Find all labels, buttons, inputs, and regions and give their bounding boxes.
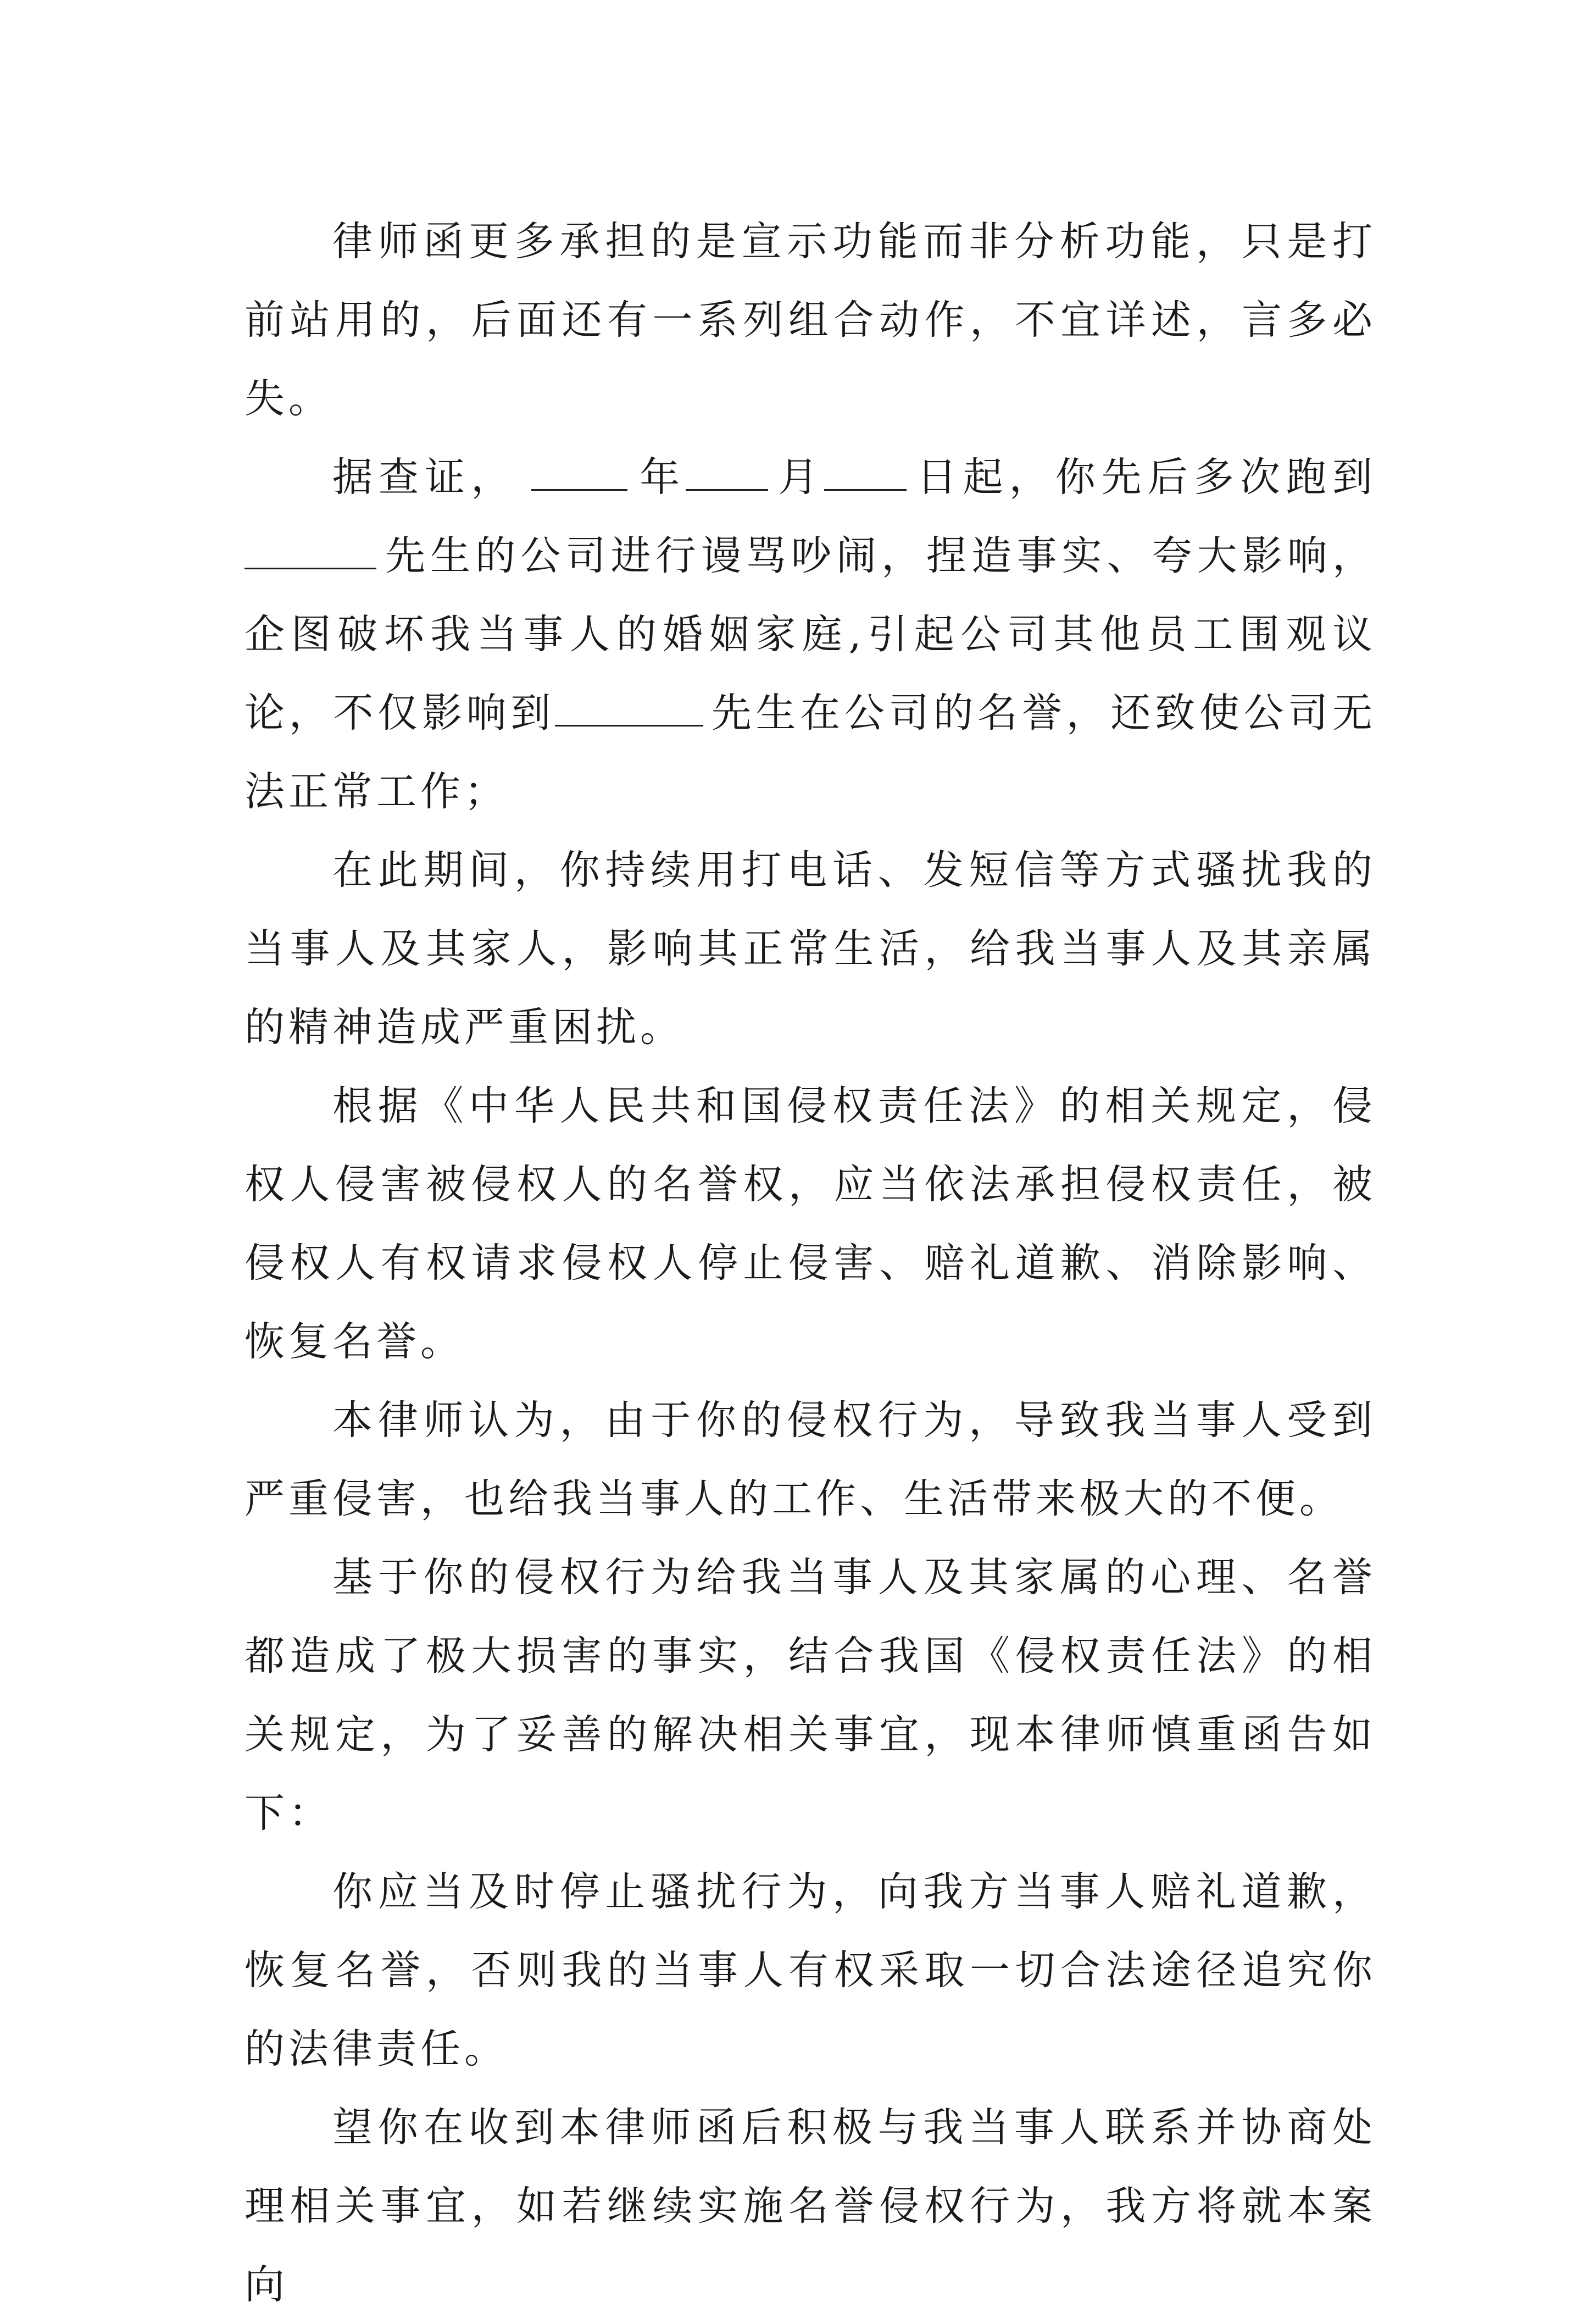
blank-day-field bbox=[824, 456, 907, 491]
paragraph-text: 据查证， bbox=[332, 454, 518, 501]
paragraph-text: 根据《中华人民共和国侵权责任法》的相关规定，侵权人侵害被侵权人的名誉权，应当依法承担侵权责任，被侵权人有权请求侵权人停止侵害、赔礼道歉、消除影响、恢复名誉。 bbox=[244, 1083, 1376, 1365]
blank-name-field bbox=[555, 692, 703, 726]
paragraph-demand bbox=[244, 1852, 1376, 2088]
paragraph-text: 基于你的侵权行为给我当事人及其家属的心理、名誉都造成了极大损害的事实，结合我国《侵权责任法》的相关规定，为了妥善的解决相关事宜，现本律师慎重函告如下： bbox=[244, 1554, 1376, 1837]
paragraph-text: 先生的公司进行谩骂吵闹，捏造事实、夸大影响，企图破坏我当事人的婚姻家庭,引起公司其他员工围观议论，不仅影响到 bbox=[244, 533, 1376, 736]
paragraph-text: 年 bbox=[637, 454, 686, 501]
paragraph-text: 日起，你先后多次跑到 bbox=[914, 454, 1377, 501]
paragraph-closing bbox=[244, 2088, 1376, 2324]
paragraph-text: 先生在公司的名誉，还致使公司无法正常工作； bbox=[244, 690, 1377, 815]
paragraph-text: 你应当及时停止骚扰行为，向我方当事人赔礼道歉，恢复名誉，否则我的当事人有权采取一切合法途径追究你的法律责任。 bbox=[244, 1868, 1376, 2072]
paragraph-legal-basis bbox=[244, 1067, 1376, 1381]
paragraph-text: 月 bbox=[776, 454, 825, 501]
document-body bbox=[244, 202, 1376, 2324]
paragraph-intro bbox=[244, 202, 1376, 438]
paragraph-notice bbox=[244, 1538, 1376, 1852]
blank-name-field bbox=[244, 535, 376, 569]
paragraph-facts bbox=[244, 438, 1376, 831]
blank-year-field bbox=[531, 456, 627, 491]
paragraph-opinion bbox=[244, 1381, 1376, 1538]
paragraph-text: 望你在收到本律师函后积极与我当事人联系并协商处理相关事宜，如若继续实施名誉侵权行为，我方将就本案向 bbox=[244, 2104, 1376, 2308]
blank-month-field bbox=[686, 456, 768, 491]
paragraph-harassment bbox=[244, 831, 1376, 1067]
paragraph-text: 律师函更多承担的是宣示功能而非分析功能，只是打前站用的，后面还有一系列组合动作，不宜详述，言多必失。 bbox=[244, 218, 1376, 422]
paragraph-text: 本律师认为，由于你的侵权行为，导致我当事人受到严重侵害，也给我当事人的工作、生活带来极大的不便。 bbox=[244, 1397, 1376, 1522]
paragraph-text: 在此期间，你持续用打电话、发短信等方式骚扰我的当事人及其家人，影响其正常生活，给我当事人及其亲属的精神造成严重困扰。 bbox=[244, 847, 1376, 1051]
